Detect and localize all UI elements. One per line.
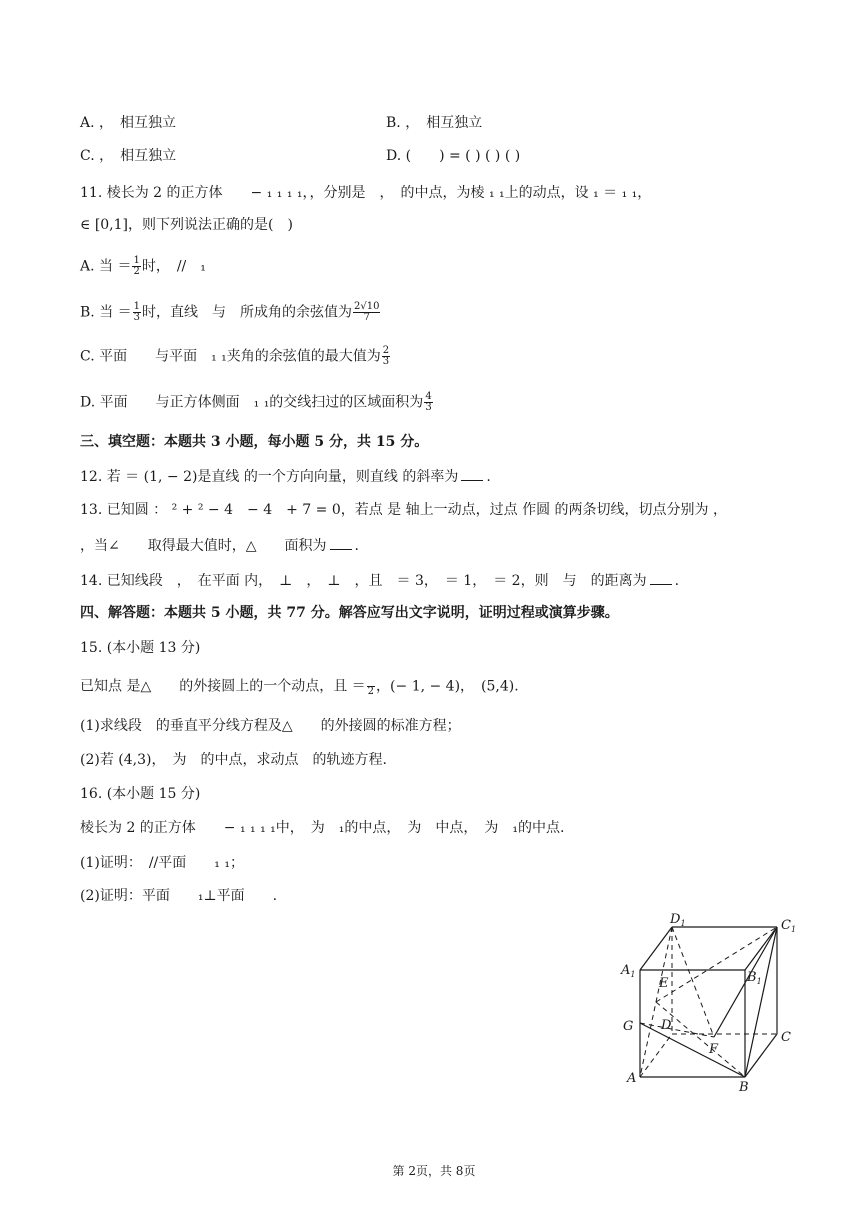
label-b1: $B_1$	[747, 970, 762, 986]
q10-option-d: D. ( ) = ( ) ( ) ( )	[386, 148, 521, 164]
q11-stem-line2: ∈ [0,1]，则下列说法正确的是( )	[80, 217, 293, 233]
q14-stem	[80, 570, 679, 591]
q15-part-1: (1)求线段 的垂直平分线方程及△ 的外接圆的标准方程；	[80, 718, 461, 734]
label-a: A	[627, 1071, 637, 1086]
q11-option-a-suffix: 时， // ₁	[141, 258, 206, 275]
fraction-denominator: 3	[382, 356, 390, 367]
q15-points: ，(− 1, − 4)， (5,4).	[376, 678, 519, 695]
label-b: B	[739, 1080, 749, 1095]
hidden-segment-g-f	[640, 1023, 714, 1037]
label-c1: $C_1$	[781, 918, 797, 934]
q14-text: 14. 已知线段 ， 在平面 内， ⊥ ， ⊥ ，且 ＝ 3， ＝ 1， ＝ 2，则 与 的距离为	[80, 573, 647, 589]
q16-part-1: (1)证明： //平面 ₁ ₁；	[80, 855, 244, 871]
q15-title: 15. (本小题 13 分)	[80, 640, 201, 656]
q10-option-a: A. ， 相互独立	[80, 115, 177, 131]
hidden-segment-e-c1	[656, 927, 777, 1002]
q11-option-d-prefix: D. 平面 与正方体侧面 ₁ ₁的交线扫过的区域面积为	[80, 394, 424, 411]
q13-stem-line1: 13. 已知圆 ： ² + ² − 4 − 4 + 7 = 0，若点 是 轴上一动点，过点 作圆 的两条切线，切点分别为 ，	[80, 502, 727, 518]
cube-figure	[615, 905, 805, 1095]
q11-option-a-fraction	[132, 256, 140, 277]
q13-text: ，当∠ 取得最大值时，△ 面积为	[80, 538, 327, 554]
q16-title: 16. (本小题 15 分)	[80, 786, 201, 802]
fraction-numerator: 4	[425, 391, 432, 402]
fraction-denominator: 3	[425, 402, 432, 413]
q11-option-c	[80, 346, 391, 367]
label-d1: $D_1$	[670, 912, 686, 928]
q11-option-b-prefix: B. 当 ＝	[80, 304, 132, 321]
q16-part-2: (2)证明：平面 ₁⊥平面 .	[80, 888, 278, 904]
fraction-numerator: 1	[133, 301, 141, 312]
fraction-denominator: 2	[133, 266, 140, 277]
fraction-denominator: 3	[133, 312, 141, 323]
label-f: F	[709, 1042, 719, 1057]
q15-stem	[80, 676, 519, 697]
q11-option-c-fraction	[382, 346, 390, 367]
label-e: E	[659, 976, 669, 991]
q15-fraction	[367, 676, 375, 697]
fraction-numerator: 1	[133, 255, 140, 266]
fraction-denominator: 7	[363, 312, 370, 323]
q11-option-a	[80, 256, 206, 277]
fraction-numerator: 2√10	[354, 301, 380, 312]
q15-text: 已知点 是△ 的外接圆上的一个动点，且 ＝	[80, 678, 366, 695]
q11-option-d-fraction	[424, 392, 432, 413]
q11-option-b	[80, 302, 381, 323]
hidden-edge-a-d	[640, 1034, 672, 1077]
answer-blank	[461, 466, 483, 481]
q11-option-b-middle: 时，直线 与 所成角的余弦值为	[142, 304, 353, 321]
q11-option-c-prefix: C. 平面 与平面 ₁ ₁夹角的余弦值的最大值为	[80, 348, 381, 365]
fraction-numerator: 2	[382, 345, 390, 356]
q11-option-a-prefix: A. 当 ＝	[80, 258, 132, 275]
q12-end: .	[486, 469, 491, 485]
q12-text: 12. 若 ＝ (1, − 2)是直线 的一个方向向量，则直线 的斜率为	[80, 469, 459, 485]
q11-option-b-value	[353, 302, 380, 323]
q11-option-d	[80, 392, 434, 413]
q16-stem: 棱长为 2 的正方体 − ₁ ₁ ₁ ₁中， 为 ₁的中点， 为 中点， 为 ₁的中点.	[80, 820, 565, 836]
q13-stem-line2	[80, 535, 359, 556]
label-g: G	[623, 1019, 634, 1034]
hidden-segment-e-b	[656, 1002, 745, 1077]
q15-part-2: (2)若 (4,3)， 为 的中点，求动点 的轨迹方程.	[80, 752, 387, 768]
answer-blank	[330, 535, 352, 550]
label-d: D	[661, 1018, 672, 1033]
q10-option-c: C. ， 相互独立	[80, 148, 177, 164]
answer-blank	[650, 570, 672, 585]
q11-option-b-fraction	[133, 302, 141, 323]
q10-option-b: B. ， 相互独立	[386, 115, 483, 131]
q13-end: .	[354, 538, 359, 554]
q11-stem-line1: 11. 棱长为 2 的正方体 − ₁ ₁ ₁ ₁，，分别是 ， 的中点，为棱 ₁ ₁上的动点，设 ₁ ＝ ₁ ₁，	[80, 185, 652, 201]
q12-stem	[80, 466, 491, 487]
page-footer: 第 2页，共 8页	[392, 1164, 476, 1178]
section-3-heading: 三、填空题：本题共 3 小题，每小题 5 分，共 15 分。	[80, 434, 429, 450]
segment-g-b	[640, 1023, 745, 1077]
fraction-denominator: 2	[367, 686, 375, 697]
label-a1: $A_1$	[621, 963, 636, 979]
label-c: C	[781, 1030, 791, 1045]
q14-end: .	[674, 573, 680, 589]
section-4-heading: 四、解答题：本题共 5 小题，共 77 分。解答应写出文字说明，证明过程或演算步骤。	[80, 605, 619, 621]
